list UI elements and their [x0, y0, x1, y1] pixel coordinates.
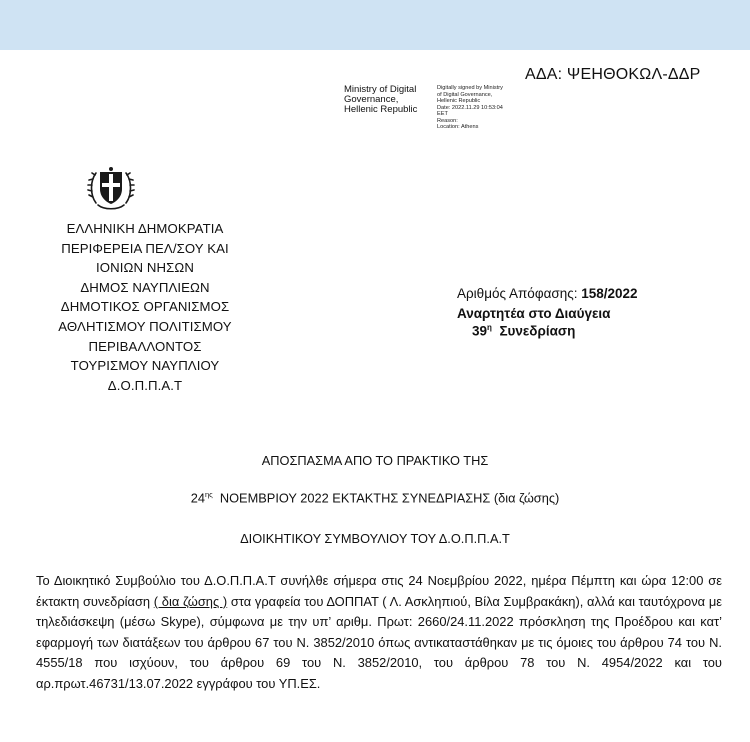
signature-detail-line: EET	[437, 111, 448, 117]
signer-line: Hellenic Republic	[344, 104, 418, 115]
body-text-underlined: ( δια ζώσης )	[153, 593, 228, 609]
date-rest: ΝΟΕΜΒΡΙΟΥ 2022 ΕΚΤΑΚΤΗΣ ΣΥΝΕΔΡΙΑΣΗΣ (δια ζώσης)	[212, 490, 560, 506]
org-line: Δ.Ο.Π.Π.Α.Τ	[107, 377, 183, 393]
decision-label: Αριθμός Απόφασης:	[457, 286, 578, 301]
org-line: ΔΗΜΟΤΙΚΟΣ ΟΡΓΑΝΙΣΜΟΣ	[60, 299, 230, 315]
board-title: ΔΙΟΙΚΗΤΙΚΟΥ ΣΥΜΒΟΥΛΙΟΥ ΤΟΥ Δ.Ο.Π.Π.Α.Τ	[240, 531, 510, 546]
signature-detail-line: Hellenic Republic	[437, 98, 481, 104]
signature-details	[437, 85, 503, 131]
meeting-ordinal-suffix: η	[487, 323, 492, 332]
meeting-word: Συνεδρίαση	[499, 323, 576, 339]
signer-line: Governance,	[344, 94, 399, 105]
ada-code: ΑΔΑ: ΨΕΗΘΟΚΩΛ-ΔΔΡ	[525, 66, 701, 83]
meeting-date-title	[0, 490, 750, 505]
signature-detail-line: Reason:	[437, 117, 458, 124]
signature-detail-line: of Digital Governance,	[437, 91, 493, 98]
org-line: ΔΗΜΟΣ ΝΑΥΠΛΙΕΩΝ	[80, 279, 210, 295]
signature-signer	[344, 85, 417, 115]
org-line: ΠΕΡΙΦΕΡΕΙΑ ΠΕΛ/ΣΟΥ ΚΑΙ	[61, 240, 229, 256]
body-text-part2: στα γραφεία του ΔΟΠΠΑΤ ( Λ. Ασκληπιού, Βίλα Συμβρακάκη), αλλά και ταυτόχρονα με τηλεδιάσκεψη (μέσω Skype), σύμφωνα με την υπ’ αριθμ. Πρωτ: 2660/24.11.2022 πρόσκληση της Προέδρου και κατ’ εφαρμογή των διατάξεων του άρθρου 67 του Ν. 3852/2010 όπως αντικαταστάθηκαν με τις όμοιες του άρθρου 74 του Ν. 4555/18 που ισχύουν, του άρθρου 69 του Ν. 3852/2010, του άρθρου 78 του Ν. 4954/2022 και του αρ.πρωτ.46731/13.07.2022 εγγράφου του ΥΠ.ΕΣ.	[36, 593, 722, 691]
organization-block	[20, 219, 270, 395]
date-day-suffix: ης	[204, 490, 213, 499]
meeting-ordinal: 39	[472, 323, 488, 339]
signature-detail-line: Date: 2022.11.29 10:53:04	[437, 104, 503, 111]
org-line: ΤΟΥΡΙΣΜΟΥ ΝΑΥΠΛΙΟΥ	[70, 358, 220, 374]
body-paragraph	[36, 571, 722, 695]
date-day: 24	[190, 490, 205, 506]
decision-number-row	[457, 284, 638, 304]
posting-note: Αναρτητέα στο Διαύγεια	[457, 305, 611, 321]
org-line: ΙΟΝΙΩΝ ΝΗΣΩΝ	[96, 260, 194, 276]
org-line: ΠΕΡΙΒΑΛΛΟΝΤΟΣ	[88, 338, 202, 354]
org-line: ΑΘΛΗΤΙΣΜΟΥ ΠΟΛΙΤΙΣΜΟΥ	[58, 318, 232, 334]
org-line: ΕΛΛΗΝΙΚΗ ΔΗΜΟΚΡΑΤΙΑ	[66, 221, 224, 236]
decision-number: 158/2022	[581, 286, 638, 301]
signature-detail-line: Digitally signed by Ministry	[437, 85, 503, 91]
greek-coat-of-arms-icon	[86, 163, 136, 215]
decision-block	[457, 284, 638, 323]
body-text-part1: Το Διοικητικό Συμβούλιο του Δ.Ο.Π.Π.Α.Τ συνήλθε σήμερα στις 24 Νοεμβρίου 2022, ημέρα Πέμπτη και ώρα 12:00 σε έκτακτη συνεδρίαση	[36, 573, 722, 609]
signature-detail-line: Location: Athens	[437, 124, 479, 130]
top-bar	[0, 0, 750, 50]
excerpt-title: ΑΠΟΣΠΑΣΜΑ ΑΠΟ ΤΟ ΠΡΑΚΤΙΚΟ ΤΗΣ	[261, 453, 489, 468]
meeting-number	[472, 323, 575, 339]
signer-line: Ministry of Digital	[344, 84, 417, 95]
